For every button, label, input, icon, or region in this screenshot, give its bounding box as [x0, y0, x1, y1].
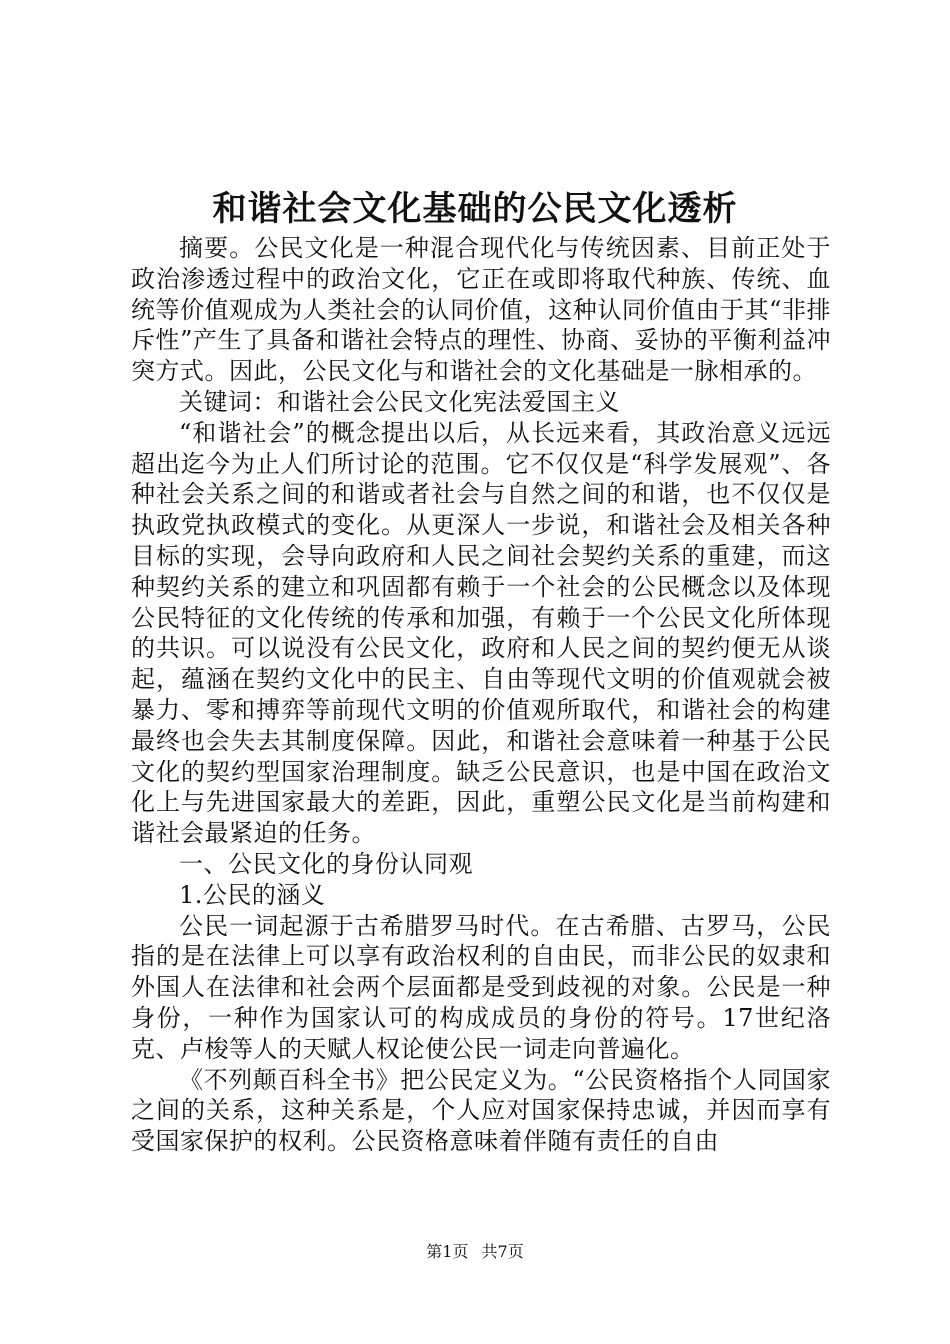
page-total: 共7页: [481, 1242, 524, 1261]
page-footer: [0, 1241, 950, 1263]
body-paragraph: 《不列颠百科全书》把公民定义为。“公民资格指个人同国家之间的关系，这种关系是，个人应对国家保持忠诚，并因而享有受国家保护的权利。公民资格意味着伴随有责任的自由: [131, 1065, 831, 1156]
section-heading: 一、公民文化的身份认同观: [179, 849, 473, 878]
subsection-heading: 1.公民的涵义: [179, 880, 326, 909]
document-title: 和谐社会文化基础的公民文化透析: [212, 189, 738, 229]
body-paragraph: “和谐社会”的概念提出以后，从长远来看，其政治意义远远超出迄今为止人们所讨论的范围。它不仅仅是“科学发展观”、各种社会关系之间的和谐或者社会与自然之间的和谐，也不仅仅是执政党执政模式的变化。从更深人一步说，和谐社会及相关各种目标的实现，会导向政府和人民之间社会契约关系的重建，而这种契约关系的建立和巩固都有赖于一个社会的公民概念以及体现公民特征的文化传统的传承和加强，有赖于一个公民文化所体现的共识。可以说没有公民文化，政府和人民之间的契约便无从谈起，蕴涵在契约文化中的民主、自由等现代文明的价值观就会被暴力、零和搏弈等前现代文明的价值观所取代，和谐社会的构建最终也会失去其制度保障。因此，和谐社会意味着一种基于公民文化的契约型国家治理制度。缺乏公民意识，也是中国在政治文化上与先进国家最大的差距，因此，重塑公民文化是当前构建和谐社会最紧迫的任务。: [131, 418, 831, 848]
document-body: [131, 233, 831, 1157]
body-paragraph: 公民一词起源于古希腊罗马时代。在古希腊、古罗马，公民指的是在法律上可以享有政治权利的自由民，而非公民的奴隶和外国人在法律和社会两个层面都是受到歧视的对象。公民是一种身份，一种作为国家认可的构成成员的身份的符号。17世纪洛克、卢梭等人的天赋人权论使公民一词走向普遍化。: [131, 911, 831, 1063]
page-number: 第1页: [426, 1242, 469, 1261]
keywords-paragraph: 关键词：和谐社会公民文化宪法爱国主义: [179, 387, 620, 416]
abstract-paragraph: 摘要。公民文化是一种混合现代化与传统因素、目前正处于政治渗透过程中的政治文化，它正在或即将取代种族、传统、血统等价值观成为人类社会的认同价值，这种认同价值由于其“非排斥性”产生了具备和谐社会特点的理性、协商、妥协的平衡利益冲突方式。因此，公民文化与和谐社会的文化基础是一脉相承的。: [131, 234, 831, 386]
